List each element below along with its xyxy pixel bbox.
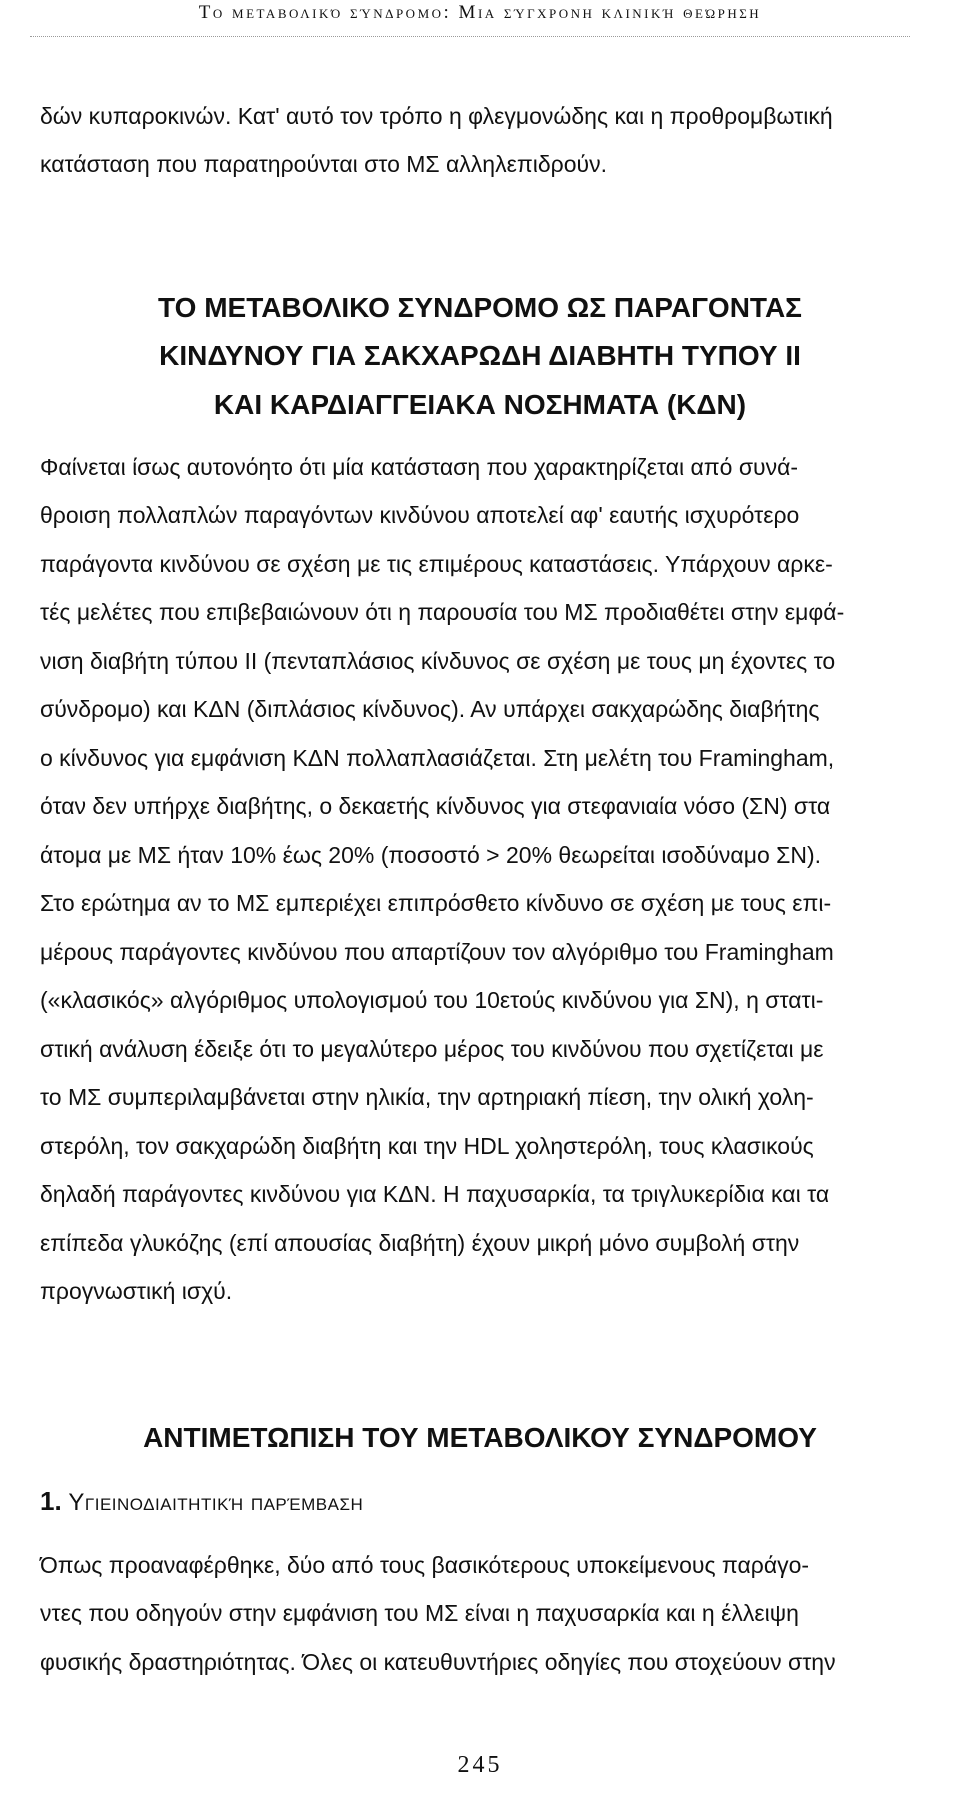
section1-line-7: ο κίνδυνος για εμφάνιση ΚΔΝ πολλαπλασιάζεται. Στη μελέτη του Framingham,: [40, 745, 835, 771]
subheading-title: Υγιεινοδιαιτητική παρέμβαση: [68, 1489, 364, 1516]
section2-line-1: Όπως προαναφέρθηκε, δύο από τους βασικότερους υποκείμενους παράγο-: [40, 1552, 810, 1578]
section2-heading: ΑΝΤΙΜΕΤΩΠΙΣΗ ΤΟΥ ΜΕΤΑΒΟΛΙΚΟΥ ΣΥΝΔΡΟΜΟΥ: [143, 1422, 817, 1453]
section1-line-11: μέρους παράγοντες κινδύνου που απαρτίζουν τον αλγόριθμο του Framingham: [40, 939, 834, 965]
section1-heading-line-2: ΚΙΝΔΥΝΟΥ ΓΙΑ ΣΑΚΧΑΡΩΔΗ ΔΙΑΒΗΤΗ ΤΥΠΟΥ ΙΙ: [159, 340, 801, 371]
section2-subheading: [40, 1486, 363, 1518]
intro-line-2: κατάσταση που παρατηρούνται στο ΜΣ αλληλεπιδρούν.: [40, 151, 607, 177]
section2-line-3: φυσικής δραστηριότητας. Όλες οι κατευθυντήριες οδηγίες που στοχεύουν στην: [40, 1649, 836, 1675]
section1-line-15: στερόλη, τον σακχαρώδη διαβήτη και την HDL χοληστερόλη, τους κλασικούς: [40, 1133, 814, 1159]
section1-line-8: όταν δεν υπήρχε διαβήτης, ο δεκαετής κίνδυνος για στεφανιαία νόσο (ΣΝ) στα: [40, 793, 831, 819]
section1-heading-line-1: ΤΟ ΜΕΤΑΒΟΛΙΚΟ ΣΥΝΔΡΟΜΟ ΩΣ ΠΑΡΑΓΟΝΤΑΣ: [158, 292, 802, 323]
intro-line-1: δών κυπαροκινών. Κατ' αυτό τον τρόπο η φλεγμονώδης και η προθρομβωτική: [40, 103, 833, 129]
section1-line-14: το ΜΣ συμπεριλαμβάνεται στην ηλικία, την αρτηριακή πίεση, την ολική χολη-: [40, 1084, 814, 1110]
section1-line-6: σύνδρομο) και ΚΔΝ (διπλάσιος κίνδυνος). Αν υπάρχει σακχαρώδης διαβήτης: [40, 696, 820, 722]
section1-line-16: δηλαδή παράγοντες κινδύνου για ΚΔΝ. Η παχυσαρκία, τα τριγλυκερίδια και τα: [40, 1181, 830, 1207]
section1-heading-line-3: ΚΑΙ ΚΑΡΔΙΑΓΓΕΙΑΚΑ ΝΟΣΗΜΑΤΑ (ΚΔΝ): [213, 389, 747, 420]
section1-line-5: νιση διαβήτη τύπου ΙΙ (πενταπλάσιος κίνδυνος σε σχέση με τους μη έχοντες το: [40, 648, 836, 674]
section1-line-9: άτομα με ΜΣ ήταν 10% έως 20% (ποσοστό > 20% θεωρείται ισοδύναμο ΣΝ).: [40, 842, 822, 868]
running-header: Το μεταβολικό σύνδρομο: Μια σύγχρονη κλινική θεώρηση: [198, 2, 762, 23]
header-rule: [30, 36, 910, 37]
section1-line-13: στική ανάλυση έδειξε ότι το μεγαλύτερο μέρος του κινδύνου που σχετίζεται με: [40, 1036, 824, 1062]
subheading-number: 1.: [40, 1486, 62, 1516]
section1-line-4: τές μελέτες που επιβεβαιώνουν ότι η παρουσία του ΜΣ προδιαθέτει στην εμφά-: [40, 599, 845, 625]
section2-line-2: ντες που οδηγούν στην εμφάνιση του ΜΣ είναι η παχυσαρκία και η έλλειψη: [40, 1600, 799, 1626]
section1-line-1: Φαίνεται ίσως αυτονόητο ότι μία κατάσταση που χαρακτηρίζεται από συνά-: [40, 454, 799, 480]
section1-line-17: επίπεδα γλυκόζης (επί απουσίας διαβήτη) έχουν μικρή μόνο συμβολή στην: [40, 1230, 800, 1256]
section1-line-2: θροιση πολλαπλών παραγόντων κινδύνου αποτελεί αφ' εαυτής ισχυρότερο: [40, 502, 800, 528]
section1-line-12: («κλασικός» αλγόριθμος υπολογισμού του 10ετούς κινδύνου για ΣΝ), η στατι-: [40, 987, 824, 1013]
page-number: 245: [457, 1752, 503, 1778]
section1-line-18: προγνωστική ισχύ.: [40, 1278, 233, 1304]
section1-line-10: Στο ερώτημα αν το ΜΣ εμπεριέχει επιπρόσθετο κίνδυνο σε σχέση με τους επι-: [40, 890, 832, 916]
section1-line-3: παράγοντα κινδύνου σε σχέση με τις επιμέρους καταστάσεις. Υπάρχουν αρκε-: [40, 551, 833, 577]
